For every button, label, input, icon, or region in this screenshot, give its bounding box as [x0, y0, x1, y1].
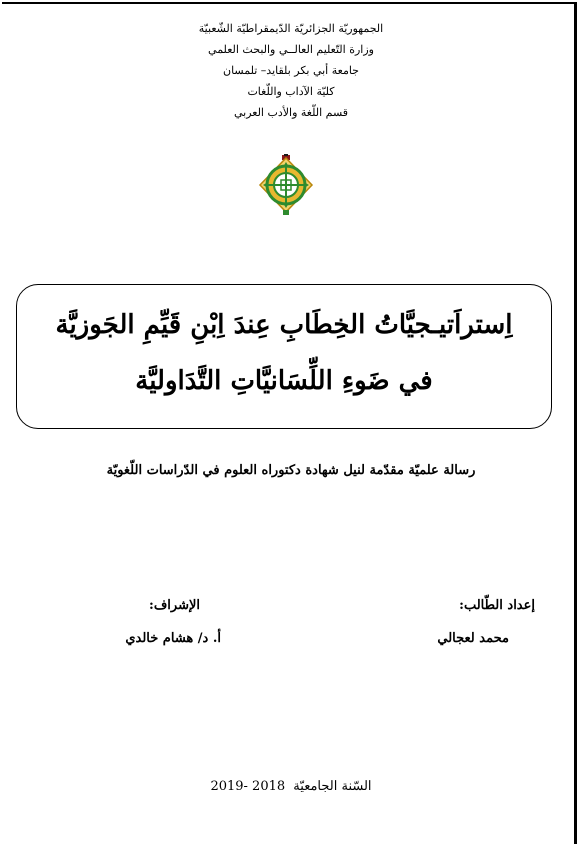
ministry-name: وزارة التّعليم العالــي والبحث العلمي: [208, 43, 374, 56]
thesis-title-line-1: اِستراَتيـجيَّاتُ الخِطَابِ عِندَ اِبْنِ قَيِّمِ الجَوزيَّة: [55, 310, 513, 340]
thesis-description: رسالة علميّة مقدّمة لنيل شهادة دكتوراه العلوم في الدّراسات اللّغويّة: [106, 463, 476, 478]
republic-name: الجمهوريّة الجزائريّة الدّيمقراطيّة الشّعبيّة: [198, 22, 384, 35]
student-label: إعداد الطّالب:: [459, 598, 535, 613]
institution-header: [0, 18, 582, 123]
academic-year-value: 2019- 2018: [210, 779, 286, 794]
thesis-title-box: [16, 284, 552, 429]
supervisor-label: الإشراف:: [149, 598, 200, 613]
supervisor-name: أ. د/ هشام خالدي: [125, 631, 221, 646]
university-emblem-icon: [256, 154, 316, 216]
faculty-name: كليّة الآداب واللّغات: [247, 85, 335, 98]
student-name: محمد لعجالي: [437, 631, 509, 646]
academic-year-label: السّنة الجامعيّة: [293, 779, 372, 794]
university-name: جامعة أبي بكر بلقايد– تلمسان: [223, 64, 359, 77]
thesis-title-line-2: في ضَوءِ اللِّسَانيَّاتِ التَّدَاوليَّة: [135, 366, 433, 396]
academic-year: [0, 779, 582, 794]
department-name: قسم اللّغة والأدب العربي: [233, 106, 349, 119]
